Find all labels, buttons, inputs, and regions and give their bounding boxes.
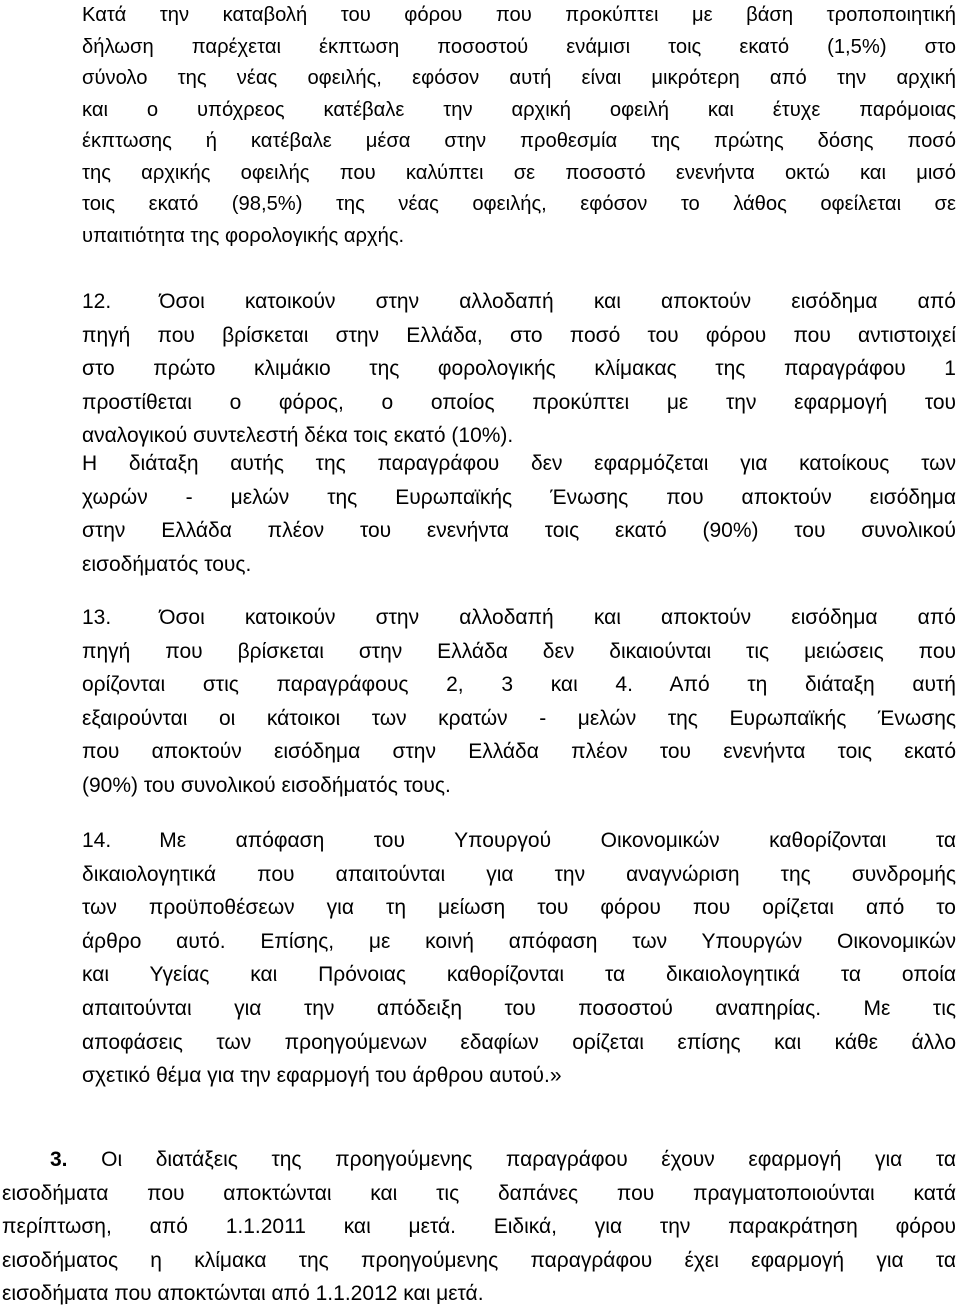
paragraph-number: 13. — [82, 606, 112, 629]
text-line: προστίθεται ο φόρος, ο οποίος προκύπτει με την εφαρμογή του — [82, 390, 956, 414]
text-line — [2, 1143, 956, 1177]
text-line: (90%) του συνολικού εισοδήματός τους. — [82, 773, 451, 797]
paragraph-12 — [82, 285, 956, 453]
text-line: στο πρώτο κλιμάκιο της φορολογικής κλίμακας της παραγράφου 1 — [82, 357, 956, 381]
text-line: που αποκτούν εισόδημα στην Ελλάδα πλέον του ενενήντα τοις εκατό — [82, 740, 956, 764]
text-line: Κατά την καταβολή του φόρου που προκύπτει με βάση τροποποιητική — [82, 4, 956, 26]
text-line: τοις εκατό (98,5%) της νέας οφειλής, εφόσον το λάθος οφείλεται σε — [82, 193, 956, 215]
text-line: δικαιολογητικά που απαιτούνται για την αναγνώριση της συνδρομής — [82, 862, 956, 886]
text-segment: Όσοι κατοικούν στην αλλοδαπή και αποκτούν εισόδημα από — [159, 606, 956, 629]
text-segment: Οι διατάξεις της προηγούμενης παραγράφου έχουν εφαρμογή για τα — [101, 1148, 956, 1171]
text-line: εισοδήματα που αποκτώνται από 1.1.2012 και μετά. — [2, 1282, 484, 1306]
paragraph-3 — [2, 1143, 956, 1311]
text-line: αναλογικού συντελεστή δέκα τοις εκατό (10%). — [82, 424, 514, 448]
text-line: Η διάταξη αυτής της παραγράφου δεν εφαρμόζεται για κατοίκους των — [82, 452, 956, 475]
paragraph-number: 3. — [50, 1148, 68, 1171]
text-line: έκπτωσης ή κατέβαλε μέσα στην προθεσμία της πρώτης δόσης ποσό — [82, 130, 956, 152]
text-line: δήλωση παρέχεται έκπτωση ποσοστού ενάμισι τοις εκατό (1,5%) στο — [82, 35, 956, 58]
text-line: σχετικό θέμα για την εφαρμογή του άρθρου αυτού.» — [82, 1064, 562, 1088]
paragraph-11-continuation — [82, 0, 956, 252]
text-line: εξαιρούνται οι κάτοικοι των κρατών - μελών της Ευρωπαϊκής Ένωσης — [82, 706, 956, 730]
paragraph-14 — [82, 824, 956, 1093]
text-line: ορίζονται στις παραγράφους 2, 3 και 4. Από τη διάταξη αυτή — [82, 673, 956, 697]
text-line: περίπτωση, από 1.1.2011 και μετά. Ειδικά, για την παρακράτηση φόρου — [2, 1215, 956, 1239]
text-line: άρθρο αυτό. Επίσης, με κοινή απόφαση των Υπουργών Οικονομικών — [82, 929, 956, 953]
text-segment: Με απόφαση του Υπουργού Οικονομικών καθορίζονται τα — [159, 829, 956, 852]
text-line: εισοδήματός τους. — [82, 552, 252, 576]
paragraph-12-exception — [82, 447, 956, 581]
text-line: των προϋποθέσεων για τη μείωση του φόρου που ορίζεται από το — [82, 896, 956, 920]
text-line: της αρχικής οφειλής που καλύπτει σε ποσοστό ενενήντα οκτώ και μισό — [82, 161, 956, 184]
text-line — [82, 824, 956, 858]
paragraph-number: 14. — [82, 829, 112, 852]
text-line: αποφάσεις των προηγούμενων εδαφίων ορίζεται επίσης και κάθε άλλο — [82, 1030, 956, 1054]
text-line: και Υγείας και Πρόνοιας καθορίζονται τα δικαιολογητικά τα οποία — [82, 963, 956, 987]
text-line: πηγή που βρίσκεται στην Ελλάδα, στο ποσό του φόρου που αντιστοιχεί — [82, 323, 956, 347]
text-line: εισοδήματα που αποκτώνται και τις δαπάνες που πραγματοποιούνται κατά — [2, 1181, 956, 1205]
text-line: εισοδήματος η κλίμακα της προηγούμενης παραγράφου έχει εφαρμογή για τα — [2, 1248, 956, 1272]
text-line: πηγή που βρίσκεται στην Ελλάδα δεν δικαιούνται τις μειώσεις που — [82, 639, 956, 663]
text-line: υπαιτιότητα της φορολογικής αρχής. — [82, 224, 405, 247]
text-line: και ο υπόχρεος κατέβαλε την αρχική οφειλή και έτυχε παρόμοιας — [82, 98, 956, 121]
text-line: απαιτούνται για την απόδειξη του ποσοστού αναπηρίας. Με τις — [82, 996, 956, 1020]
paragraph-13 — [82, 601, 956, 803]
paragraph-number: 12. — [82, 290, 112, 313]
text-line — [82, 601, 956, 635]
text-line: στην Ελλάδα πλέον του ενενήντα τοις εκατό (90%) του συνολικού — [82, 519, 956, 543]
text-segment: Όσοι κατοικούν στην αλλοδαπή και αποκτούν εισόδημα από — [159, 290, 956, 313]
text-line: σύνολο της νέας οφειλής, εφόσον αυτή είναι μικρότερη από την αρχική — [82, 67, 956, 89]
text-line — [82, 285, 956, 319]
text-line: χωρών - μελών της Ευρωπαϊκής Ένωσης που αποκτούν εισόδημα — [82, 485, 956, 509]
